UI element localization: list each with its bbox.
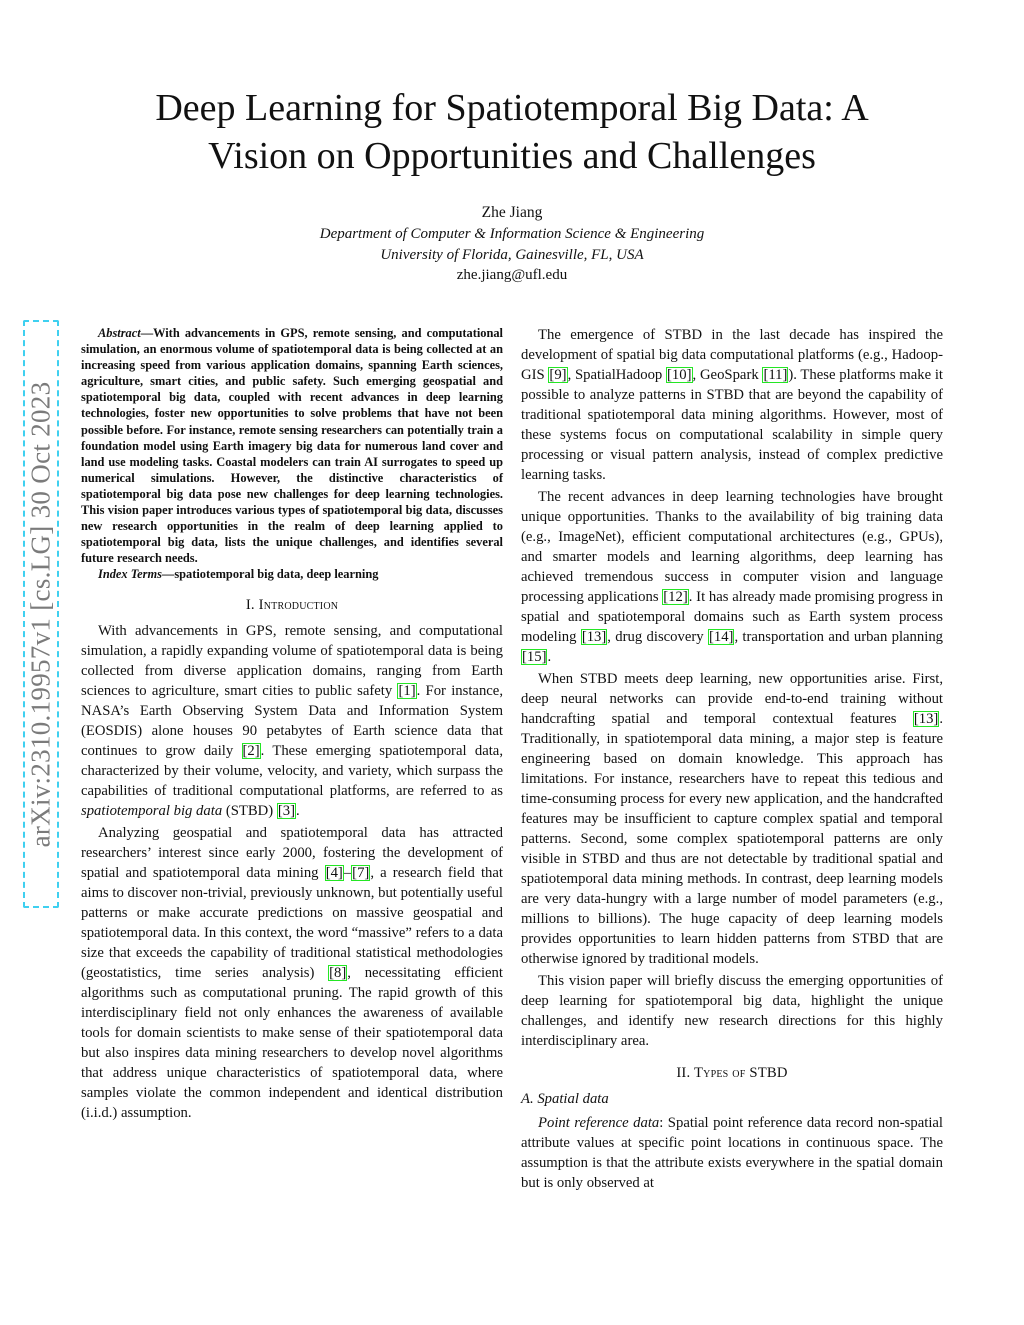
paper-title	[0, 84, 1024, 180]
title-line-2: Vision on Opportunities and Challenges	[208, 135, 816, 177]
citation-link[interactable]: [9]	[549, 367, 567, 383]
intro-paragraph-4: The recent advances in deep learning technologies have brought unique opportunities. Thanks to the availability of big training data (e.g., ImageNet), efficient computational architectures (e.g., GPUs), and smarter models and learning algorithms, deep learning has achieved tremendous success in computer vision and language processing applications [12]. It has already made promising progress in spatial and spatiotemporal domains such as Earth system process modeling [13], drug discovery [14], transportation and urban planning [15].	[521, 489, 944, 665]
section-heading-introduction: I. Introduction	[245, 596, 339, 613]
author-email[interactable]: zhe.jiang@ufl.edu	[456, 267, 568, 283]
intro-paragraph-5: When STBD meets deep learning, new opportunities arise. First, deep neural networks can provide end-to-end training without handcrafting spatial and temporal contextual features [13]. Traditionally, in spatiotemporal data mining, a major step is feature engineering based on domain knowledge. This approach has limitations. For instance, researchers have to repeat this tedious and time-consuming process for every new application, and the handcrafted features may be insufficient to capture complex spatial and temporal patterns. Second, some complex spatiotemporal patterns are only visible in STBD and thus are not detectable by traditional spatial and spatiotemporal data mining methods. In contrast, deep learning models are very data-hungry with a large number of model parameters (e.g., millions to billions). The huge capacity of deep learning models provides opportunities to learn hidden patterns from STBD that are otherwise ignored by traditional models.	[521, 671, 943, 967]
spatial-data-paragraph: Point reference data: Spatial point reference data record non-spatial attribute values at specific point locations in continuous space. The assumption is that the attribute exists everywhere in the spatial domain but is only observed at	[521, 1115, 943, 1191]
citation-link[interactable]: [2]	[242, 742, 260, 759]
index-terms-label: Index Terms	[98, 567, 162, 582]
affiliation-line-1: Department of Computer & Information Science & Engineering	[319, 226, 705, 242]
affiliation-line-2: University of Florida, Gainesville, FL, USA	[380, 246, 644, 263]
arxiv-stamp-text: arXiv:2310.19957v1 [cs.LG] 30 Oct 2023	[25, 381, 56, 847]
affiliation	[0, 224, 1024, 286]
section-heading-types-of-stbd: II. Types of STBD	[676, 1065, 788, 1081]
intro-paragraph-3: The emergence of STBD in the last decade has inspired the development of spatial big data computational platforms (e.g., Hadoop-GIS [9], SpatialHadoop [10], GeoSpark [11]). These platforms make it possible to analyze patterns in STBD that are beyond the capability of traditional spatiotemporal data mining algorithms. However, most of these systems focus on computational scalability in simple query processing or visual pattern analysis, instead of complex predictive learning tasks.	[521, 327, 943, 483]
citation-link[interactable]: [11]	[763, 367, 788, 383]
citation-link[interactable]: [13]	[913, 711, 939, 727]
right-column	[521, 325, 943, 1193]
intro-paragraph-2: Analyzing geospatial and spatiotemporal data has attracted researchers’ interest since early 2000, fostering the development of spatial and spatiotemporal data mining [4]–[7], a research field that aims to discover non-trivial, previously unknown, but potentially useful patterns or make accurate predictions on massive geospatial and spatiotemporal data. In this context, the word “massive” refers to a data size that exceeds the capability of traditional statistical methodologies (geostatistics, time series analysis) [8], necessitating efficient algorithms such as computational pruning. The rapid growth of this interdisciplinary field not only enhances the awareness of available tools for domain scientists to make sense of their spatiotemporal data but also inspires data mining researchers to develop novel algorithms that address unique characteristics of spatiotemporal data, where samples violate the common independent and identical distribution (i.i.d.) assumption.	[81, 824, 503, 1121]
subsection-heading-spatial-data: A. Spatial data	[521, 1091, 609, 1107]
citation-link[interactable]: [12]	[663, 589, 688, 605]
citation-link[interactable]: [8]	[329, 964, 347, 981]
intro-paragraph-1: With advancements in GPS, remote sensing, and computational simulation, a rapidly expanding volume of spatiotemporal data is being collected from diverse application domains, ranging from Earth sciences to agriculture, smart cities to public safety [1]. For instance, NASA’s Earth Observing System Data and Information System (EOSDIS) alone houses 90 petabytes of Earth science data that continues to grow daily [2]. These emerging spatiotemporal data, characterized by their volume, velocity, and variety, which surpass the capabilities of traditional computational platforms, are referred to as spatiotemporal big data (STBD) [3].	[81, 622, 503, 819]
title-line-1: Deep Learning for Spatiotemporal Big Data: A	[155, 87, 869, 129]
author-name: Zhe Jiang	[481, 204, 543, 221]
arxiv-stamp[interactable]	[23, 320, 59, 908]
abstract-label: Abstract	[98, 326, 141, 340]
citation-link[interactable]: [13]	[581, 629, 607, 645]
index-terms-text: —spatiotemporal big data, deep learning	[161, 567, 379, 582]
intro-paragraph-6: This vision paper will briefly discuss the emerging opportunities of deep learning for spatiotemporal big data, highlight the unique challenges, and identify new research directions for this highly interdisciplinary area.	[521, 973, 943, 1049]
citation-link[interactable]: [15]	[522, 649, 547, 665]
citation-link[interactable]: [10]	[667, 367, 692, 383]
citation-link[interactable]: [3]	[277, 802, 295, 819]
abstract-text: —With advancements in GPS, remote sensing, and computational simulation, an enormous volume of spatiotemporal data is being collected at an increasing speed from various application domains, spanning Earth sciences, agriculture, smart cities, and public safety. Such emerging geospatial and spatiotemporal big data, coupled with recent advances in deep learning technologies, foster new opportunities to solve problems that have not been possible before. For instance, remote sensing researchers can potentially train a foundation model using Earth imagery big data for numerous land cover and land use modeling tasks. Coastal modelers can train AI surrogates to speed up numerical simulations. However, the distinctive characteristics of spatiotemporal big data pose new challenges for deep learning technologies. This vision paper introduces various types of spatiotemporal big data, discusses new research opportunities in the realm of deep learning applied to spatiotemporal big data, lists the unique challenges, and identifies several future research needs.	[81, 326, 503, 566]
left-column	[81, 325, 503, 1123]
abstract	[81, 325, 503, 566]
index-terms	[81, 566, 503, 582]
citation-link[interactable]: [4]	[325, 864, 343, 881]
citation-link[interactable]: [7]	[352, 864, 370, 881]
citation-link[interactable]: [1]	[398, 682, 416, 699]
citation-link[interactable]: [14]	[708, 629, 734, 645]
